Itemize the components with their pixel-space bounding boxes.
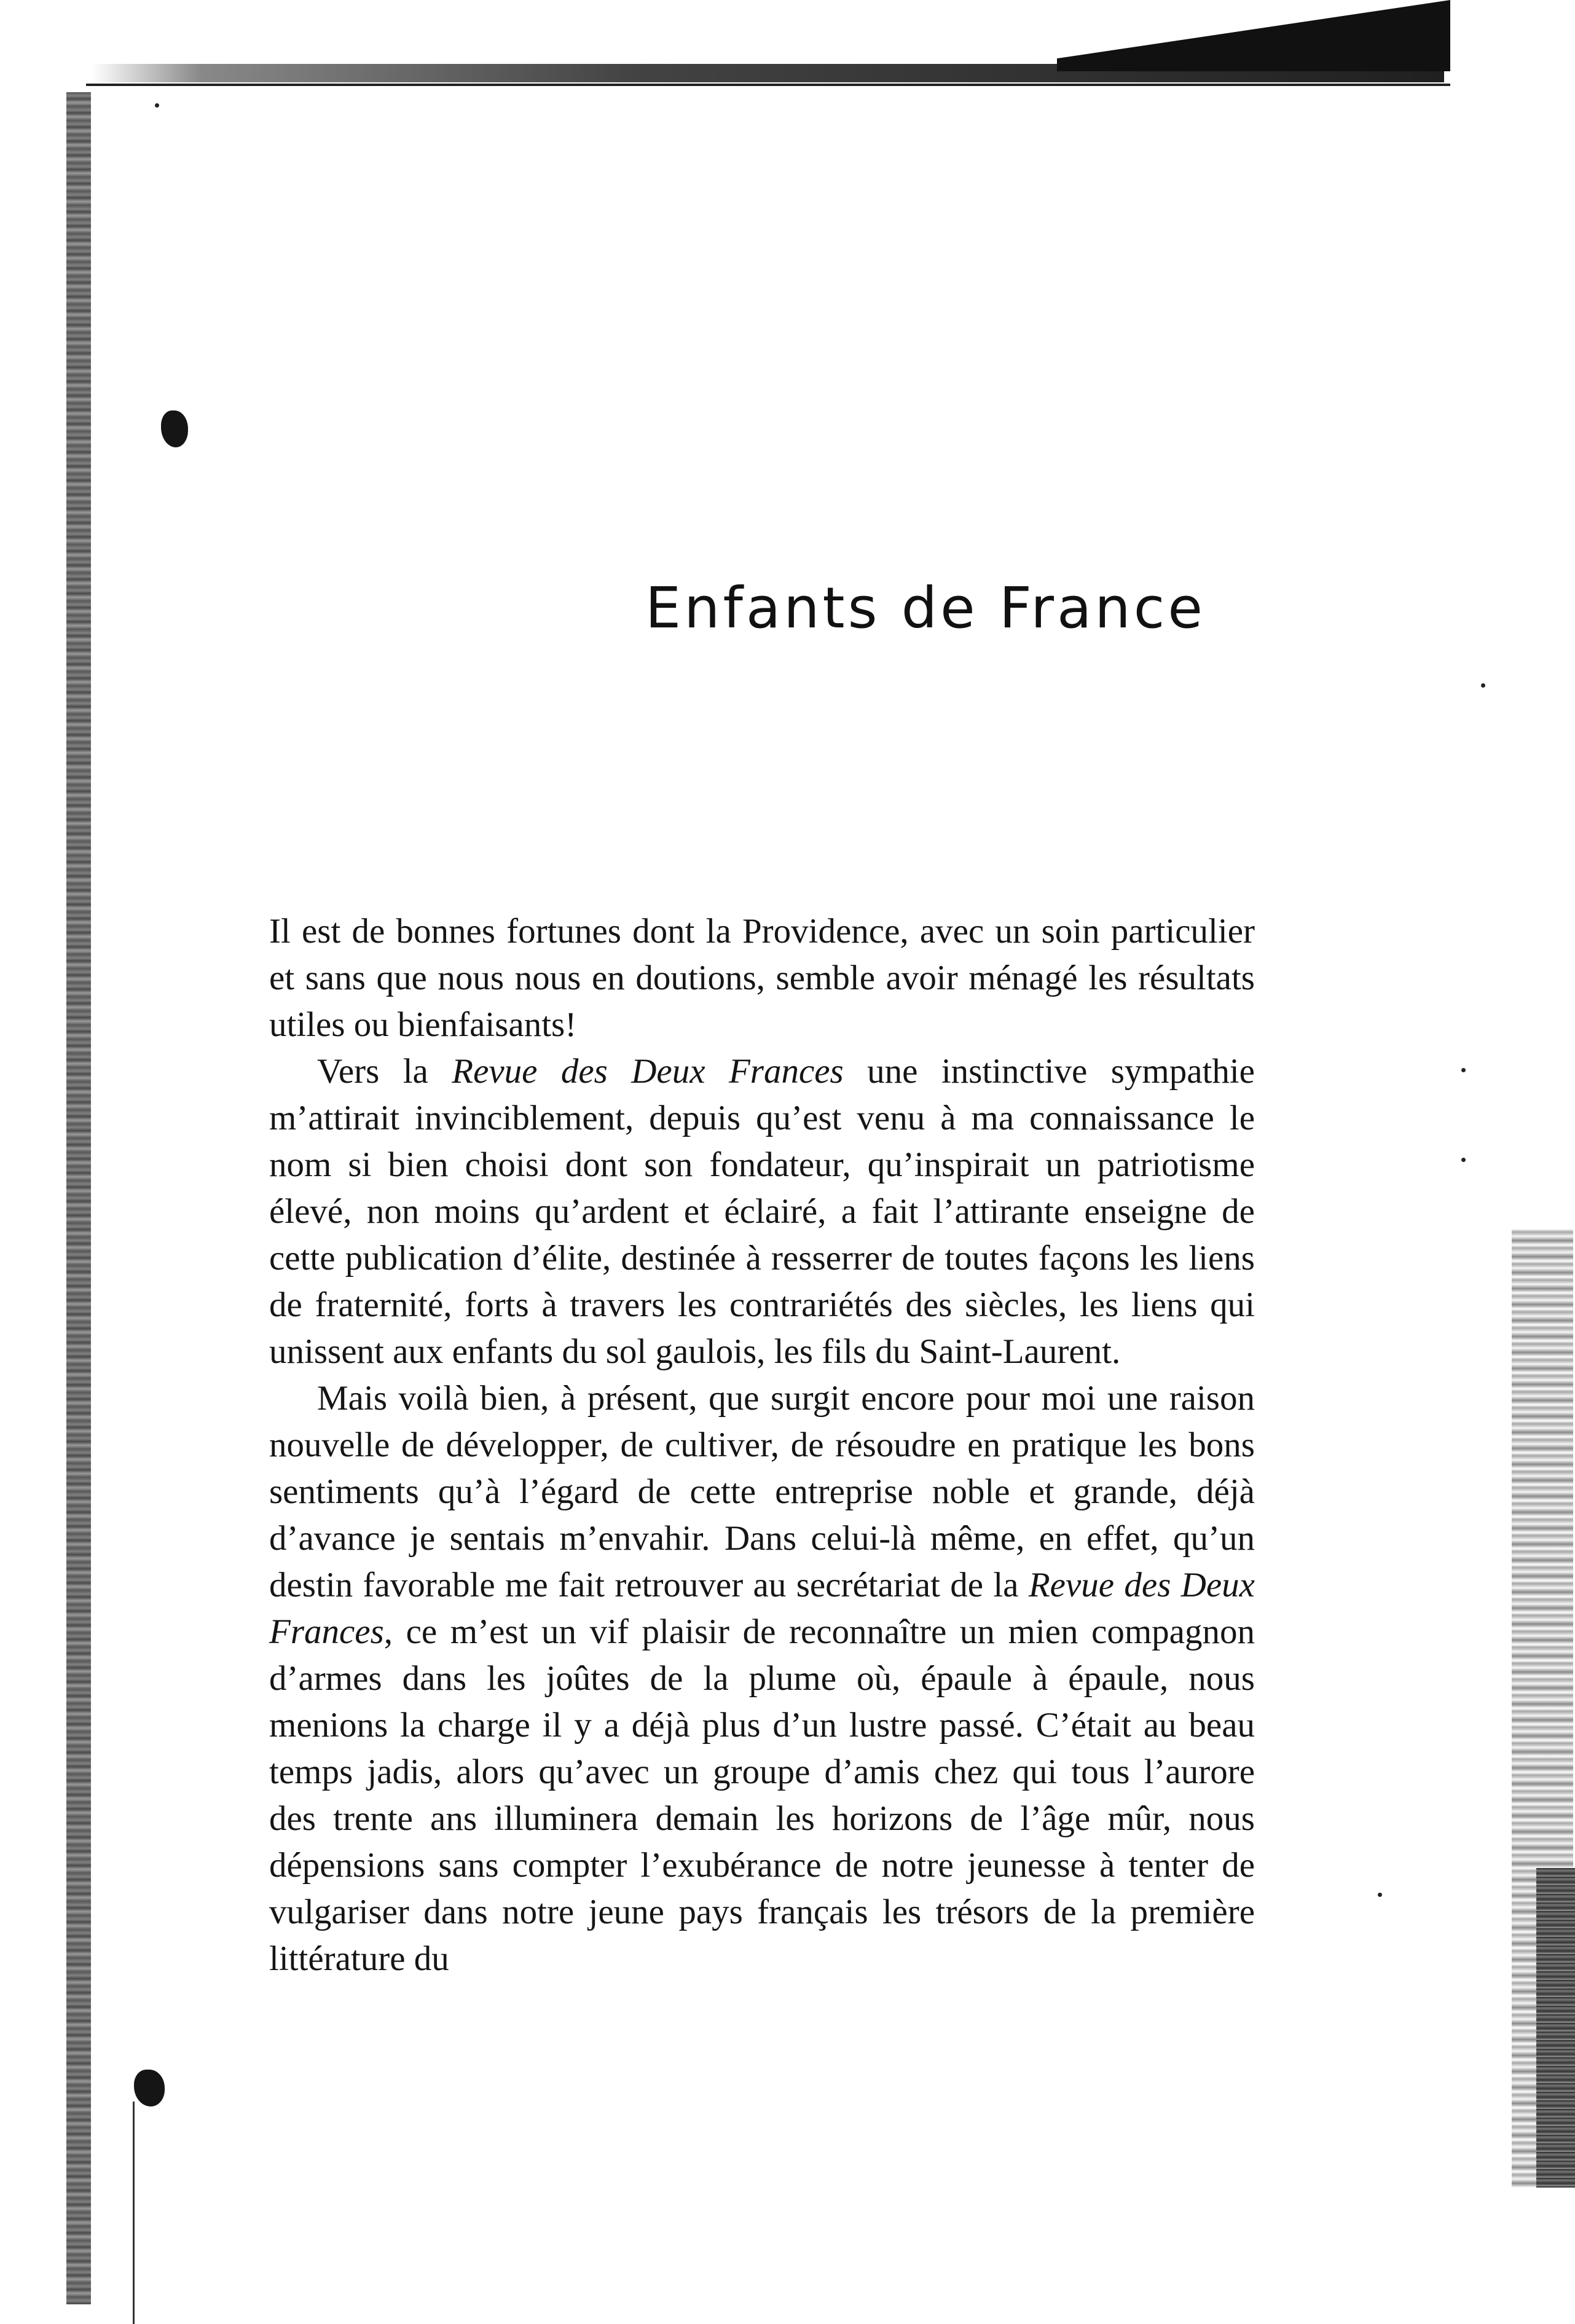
text-run: Mais voilà bien, à présent, que surgit encore pour moi une raison nouvelle de développer, de cultiver, de résoudre en pratique les bons sentiments qu’à l’égard de cette entreprise noble et grande, déjà d’avance je sentais m’envahir. Dans celui-là même, en effet, qu’un destin favorable me fait retrouver au secrétariat de la	[269, 1379, 1255, 1604]
body-text	[269, 908, 1255, 1982]
paragraph	[269, 1048, 1255, 1375]
binding-hole-mark-bottom	[134, 2070, 165, 2106]
text-run: , ce m’est un vif plaisir de reconnaître un mien compagnon d’armes dans les joûtes de la plume où, épaule à épaule, nous menions la charge il y a déjà plus d’un lustre passé. C’était au beau temps jadis, alors qu’avec un groupe d’amis chez qui tous l’aurore des trente ans illuminera demain les horizons de l’âge mûr, nous dépensions sans compter l’exubérance de notre jeunesse à tenter de vulgariser dans notre jeune pays français les trésors de la première littérature du	[269, 1612, 1255, 1978]
italic-title-run: Revue des Deux Frances	[452, 1052, 844, 1091]
binding-hole-mark-top	[161, 410, 188, 447]
scan-top-corner-shadow	[1057, 0, 1450, 71]
chapter-title: Enfants de France	[645, 575, 1206, 641]
scan-speck	[155, 103, 159, 108]
scan-speck	[1461, 1158, 1466, 1162]
scan-speck	[1481, 683, 1485, 688]
scan-speck	[1378, 1893, 1382, 1897]
text-run: Vers la	[317, 1052, 452, 1091]
paragraph	[269, 908, 1255, 1048]
scan-right-edge-dark	[1536, 1868, 1575, 2188]
paragraph	[269, 1375, 1255, 1982]
text-run: Il est de bonnes fortunes dont la Providence, avec un soin particulier et sans que nous nous en doutions, semble avoir ménagé les résultats utiles ou bienfaisants!	[269, 912, 1255, 1044]
scan-left-binding-edge	[66, 92, 91, 2304]
italic-title-run: Revue des Deux Frances	[269, 1566, 1255, 1651]
scan-left-edge-line	[133, 2102, 135, 2324]
text-run: une instinctive sympathie m’attirait invinciblement, depuis qu’est venu à ma connaissance le nom si bien choisi dont son fondateur, qu’inspirait un patriotisme élevé, non moins qu’ardent et éclairé, a fait l’attirante enseigne de cette publication d’élite, destinée à resserrer de toutes façons les liens de fraternité, forts à travers les contrariétés des siècles, les liens qui unissent aux enfants du sol gaulois, les fils du Saint-Laurent.	[269, 1052, 1255, 1371]
scan-speck	[1461, 1068, 1466, 1072]
scan-top-rule	[86, 84, 1450, 86]
